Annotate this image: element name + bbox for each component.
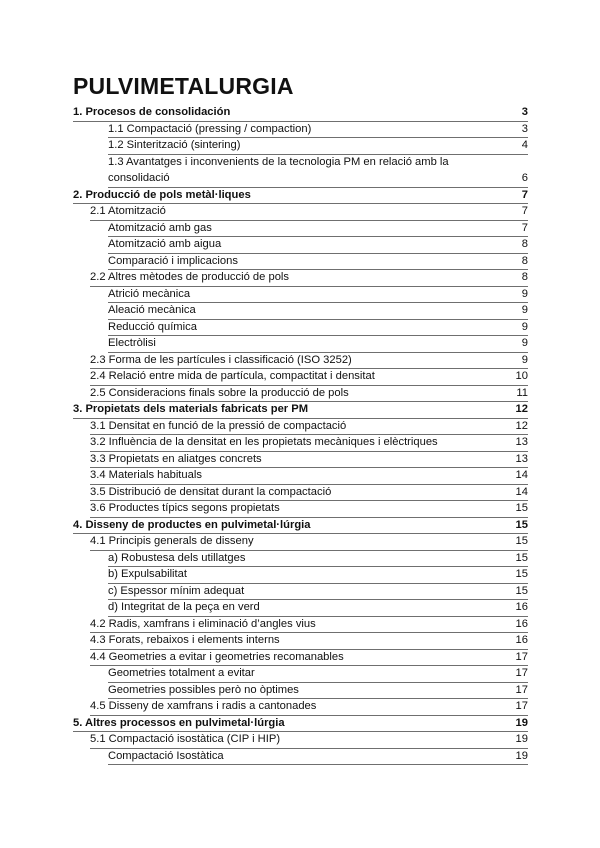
- toc-entry-label: 2. Producció de pols metàl·liques: [73, 188, 251, 201]
- toc-entry[interactable]: [73, 269, 528, 286]
- toc-entry[interactable]: [73, 286, 528, 303]
- toc-entry[interactable]: [73, 418, 528, 435]
- toc-entry-page-number: 8: [521, 238, 528, 250]
- toc-entry-page-number: 14: [515, 485, 528, 498]
- toc-entry[interactable]: [73, 748, 528, 765]
- toc-entry-page-number: 8: [521, 254, 528, 267]
- toc-entry-label: Atomització amb aigua: [108, 238, 222, 250]
- toc-entry[interactable]: [73, 154, 528, 187]
- toc-entry[interactable]: [73, 649, 528, 666]
- toc-entry-label: Atrició mecànica: [108, 287, 191, 300]
- toc-entry-label: 3.4 Materials habituals: [90, 469, 202, 481]
- toc-entry-page-number: 9: [521, 337, 528, 349]
- toc-entry-page-number: 14: [515, 469, 528, 481]
- toc-entry[interactable]: [73, 137, 528, 154]
- toc-entry-page-number: 16: [515, 617, 528, 630]
- toc-entry[interactable]: [73, 319, 528, 336]
- toc-entry-label: Compactació Isostàtica: [108, 749, 224, 762]
- toc-entry-label: 1.1 Compactació (pressing / compaction): [108, 122, 312, 135]
- toc-entry[interactable]: [73, 187, 528, 204]
- toc-entry-label: 3.6 Productes típics segons propietats: [90, 502, 280, 514]
- toc-entry-page-number: 19: [515, 716, 528, 729]
- toc-entry[interactable]: [73, 467, 528, 484]
- toc-entry[interactable]: [73, 616, 528, 633]
- toc-entry[interactable]: [73, 401, 528, 418]
- toc-entry-label: 3. Propietats dels materials fabricats per PM: [73, 403, 309, 415]
- toc-entry-page-number: 3: [521, 122, 528, 135]
- toc-entry[interactable]: [73, 203, 528, 220]
- toc-entry[interactable]: [73, 500, 528, 517]
- toc-entry-page-number: 9: [521, 353, 528, 366]
- toc-entry-label: Reducció química: [108, 320, 197, 333]
- toc-entry-label: 2.4 Relació entre mida de partícula, compactitat i densitat: [90, 370, 375, 382]
- toc-entry[interactable]: [73, 385, 528, 402]
- toc-entry-label: Atomització amb gas: [108, 221, 212, 234]
- table-of-contents: [73, 104, 528, 764]
- toc-entry[interactable]: [73, 121, 528, 138]
- toc-entry-page-number: 15: [515, 568, 528, 580]
- toc-entry-page-number: 16: [515, 601, 528, 613]
- toc-entry[interactable]: [73, 368, 528, 385]
- toc-entry-label: 4.2 Radis, xamfrans i eliminació d’angles vius: [90, 617, 316, 630]
- toc-entry[interactable]: [73, 583, 528, 600]
- toc-entry[interactable]: [73, 434, 528, 451]
- toc-entry-label: b) Expulsabilitat: [108, 568, 187, 580]
- toc-entry-label: 5. Altres processos en pulvimetal·lúrgia: [73, 716, 285, 729]
- toc-entry[interactable]: [73, 484, 528, 501]
- toc-entry-page-number: 17: [515, 700, 528, 712]
- toc-entry-label: 4.1 Principis generals de disseny: [90, 535, 254, 547]
- toc-entry-label: Electròlisi: [108, 337, 156, 349]
- toc-entry[interactable]: [73, 104, 528, 121]
- toc-entry-page-number: 15: [515, 502, 528, 514]
- toc-entry-label: 3.3 Propietats en aliatges concrets: [90, 452, 262, 465]
- toc-entry-label: d) Integritat de la peça en verd: [108, 601, 260, 613]
- toc-entry-page-number: 16: [515, 634, 528, 646]
- toc-entry-label: 2.2 Altres mètodes de producció de pols: [90, 271, 290, 283]
- toc-entry[interactable]: [73, 451, 528, 468]
- toc-entry-label: 4. Disseny de productes en pulvimetal·lúrgia: [73, 518, 311, 531]
- toc-entry-label: 2.5 Consideracions finals sobre la producció de pols: [90, 386, 349, 399]
- toc-entry-page-number: 17: [515, 667, 528, 679]
- toc-entry-underline: [108, 764, 528, 765]
- toc-entry-page-number: 13: [515, 452, 528, 465]
- toc-entry[interactable]: [73, 533, 528, 550]
- toc-entry-page-number: 19: [515, 733, 528, 745]
- toc-entry[interactable]: [73, 698, 528, 715]
- toc-entry-page-number: 9: [521, 287, 528, 300]
- toc-entry-page-number: 13: [515, 436, 528, 448]
- toc-entry-label: 4.5 Disseny de xamfrans i radis a cantonades: [90, 700, 317, 712]
- toc-entry-page-number: 19: [515, 749, 528, 762]
- toc-entry-label: 1. Procesos de consolidación: [73, 106, 231, 118]
- toc-entry-label: Comparació i implicacions: [108, 254, 238, 267]
- toc-entry-label: a) Robustesa dels utillatges: [108, 551, 246, 564]
- toc-entry-label: Geometries possibles però no òptimes: [108, 683, 299, 696]
- toc-entry-page-number: 15: [515, 535, 528, 547]
- toc-entry-label: Geometries totalment a evitar: [108, 667, 255, 679]
- document-title: PULVIMETALURGIA: [73, 73, 294, 99]
- toc-entry-label: c) Espessor mínim adequat: [108, 584, 245, 597]
- toc-entry[interactable]: [73, 715, 528, 732]
- toc-entry-page-number: 15: [515, 584, 528, 597]
- toc-entry[interactable]: [73, 236, 528, 253]
- toc-entry[interactable]: [73, 335, 528, 352]
- toc-entry[interactable]: [73, 599, 528, 616]
- toc-entry-page-number: 9: [521, 320, 528, 333]
- toc-entry-page-number: 7: [521, 205, 528, 217]
- toc-entry[interactable]: [73, 352, 528, 369]
- toc-entry-label: 2.1 Atomització: [90, 205, 166, 217]
- toc-entry-page-number: 8: [521, 271, 528, 283]
- toc-entry[interactable]: [73, 220, 528, 237]
- toc-entry[interactable]: [73, 665, 528, 682]
- toc-entry-label: 1.3 Avantatges i inconvenients de la tecnologia PM en relació amb la consolidació: [108, 155, 449, 184]
- toc-entry-label: 4.3 Forats, rebaixos i elements interns: [90, 634, 280, 646]
- toc-entry-page-number: 4: [521, 139, 528, 151]
- toc-entry-page-number: 6: [521, 172, 528, 184]
- toc-entry-label: 5.1 Compactació isostàtica (CIP i HIP): [90, 733, 281, 745]
- toc-entry[interactable]: [73, 682, 528, 699]
- toc-entry-label: 1.2 Sinterització (sintering): [108, 139, 241, 151]
- toc-entry-label: 2.3 Forma de les partícules i classificació (ISO 3252): [90, 353, 352, 366]
- toc-entry[interactable]: [73, 302, 528, 319]
- toc-entry-page-number: 11: [516, 386, 528, 399]
- toc-entry[interactable]: [73, 550, 528, 567]
- toc-entry-page-number: 15: [515, 551, 528, 564]
- toc-entry-page-number: 12: [515, 419, 528, 432]
- toc-entry-page-number: 10: [515, 370, 528, 382]
- toc-entry-page-number: 7: [521, 188, 528, 201]
- toc-entry[interactable]: [73, 517, 528, 534]
- toc-entry-label: Aleació mecànica: [108, 304, 196, 316]
- toc-entry-page-number: 15: [515, 518, 528, 531]
- toc-entry[interactable]: [73, 632, 528, 649]
- toc-entry-page-number: 12: [515, 403, 528, 415]
- toc-entry-page-number: 9: [521, 304, 528, 316]
- toc-entry-label: 3.2 Influència de la densitat en les propietats mecàniques i elèctriques: [90, 436, 438, 448]
- toc-entry-label: 3.1 Densitat en funció de la pressió de compactació: [90, 419, 347, 432]
- toc-entry-label: 3.5 Distribució de densitat durant la compactació: [90, 485, 332, 498]
- toc-entry[interactable]: [73, 731, 528, 748]
- toc-entry[interactable]: [73, 253, 528, 270]
- toc-entry-page-number: 17: [515, 650, 528, 663]
- toc-entry-page-number: 7: [521, 221, 528, 234]
- toc-entry-page-number: 17: [515, 683, 528, 696]
- toc-entry[interactable]: [73, 566, 528, 583]
- toc-entry-label: 4.4 Geometries a evitar i geometries recomanables: [90, 650, 344, 663]
- toc-entry-page-number: 3: [521, 106, 528, 118]
